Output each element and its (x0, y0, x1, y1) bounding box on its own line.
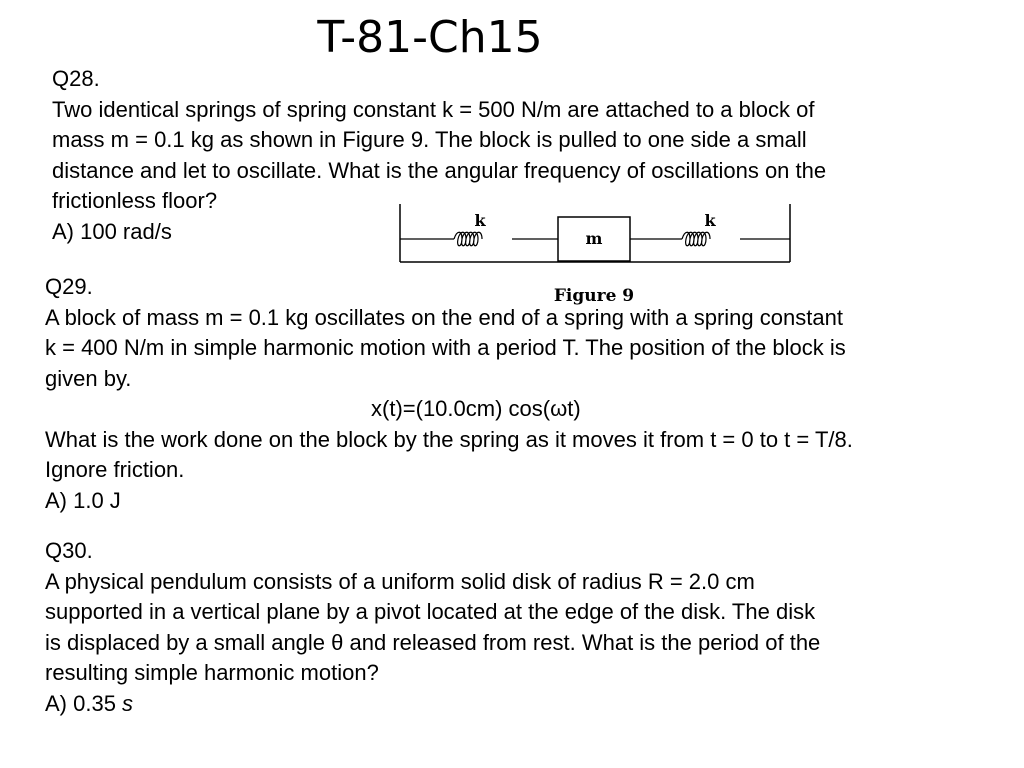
question-text-line: k = 400 N/m in simple harmonic motion with a period T. The position of the block is (45, 335, 846, 360)
question-text-line: A block of mass m = 0.1 kg oscillates on the end of a spring with a spring constant (45, 304, 843, 330)
answer-line (45, 689, 1005, 720)
slide-title: T-81-Ch15 (317, 12, 543, 63)
answer-unit: s (122, 690, 134, 716)
question-text-line: distance and let to oscillate. What is the angular frequency of oscillations on the (52, 157, 827, 183)
left-spring (400, 232, 558, 246)
mass-label: m (585, 229, 603, 248)
question-q29 (45, 272, 1005, 516)
question-label: Q28. (52, 66, 100, 91)
answer-text: A) 100 rad/s (52, 218, 172, 244)
answer-value: A) 0.35 (45, 690, 123, 716)
question-text-line: supported in a vertical plane by a pivot located at the edge of the disk. The disk (45, 599, 816, 624)
question-text-line: frictionless floor? (52, 188, 218, 213)
right-spring (630, 232, 790, 246)
question-text-line: Ignore friction. (45, 457, 185, 482)
question-text-line: Two identical springs of spring constant k = 500 N/m are attached to a block of (52, 96, 815, 122)
question-text-line: resulting simple harmonic motion? (45, 660, 379, 685)
right-spring-label: k (704, 211, 716, 230)
answer-text: A) 1.0 J (45, 487, 121, 513)
question-label: Q30. (45, 538, 93, 563)
question-text-line: A physical pendulum consists of a uniform solid disk of radius R = 2.0 cm (45, 568, 755, 594)
question-text-line: What is the work done on the block by the spring as it moves it from t = 0 to t = T/8. (45, 426, 853, 452)
figure-caption: Figure 9 (553, 286, 635, 306)
left-spring-label: k (474, 211, 486, 230)
question-q30 (45, 536, 1005, 719)
question-text-line: is displaced by a small angle θ and released from rest. What is the period of the (45, 629, 821, 655)
question-text-line: given by. (45, 365, 132, 391)
position-equation: x(t)=(10.0cm) cos(ωt) (371, 396, 581, 421)
question-text-line: mass m = 0.1 kg as shown in Figure 9. The block is pulled to one side a small (52, 127, 807, 152)
question-label: Q29. (45, 274, 93, 299)
